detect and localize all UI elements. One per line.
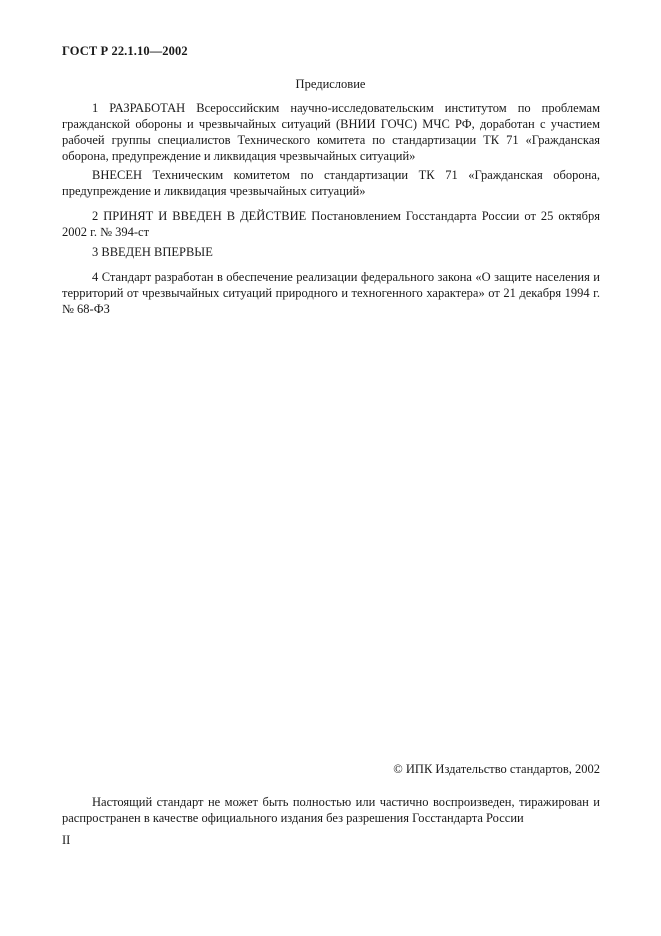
preface-item-1-developed (62, 100, 600, 164)
preface-item-3-first-introduced (62, 244, 600, 260)
reproduction-notice (62, 794, 600, 826)
preface-item-2-adopted (62, 208, 600, 240)
copyright-line: © ИПК Издательство стандартов, 2002 (393, 762, 600, 776)
paragraph-text: 4 Стандарт разработан в обеспечение реализации федерального закона «О защите населения и территорий от чрезвычайных ситуаций природного и техногенного характера» от 21 декабря 1994 г. № 68-ФЗ (62, 270, 600, 316)
preface-title: Предисловие (295, 77, 366, 91)
page-number: II (62, 833, 71, 847)
paragraph-text: 3 ВВЕДЕН ВПЕРВЫЕ (92, 245, 213, 259)
paragraph-text: 2 ПРИНЯТ И ВВЕДЕН В ДЕЙСТВИЕ Постановлением Госстандарта России от 25 октября 2002 г. № 394-ст (62, 209, 600, 239)
paragraph-text: ВНЕСЕН Техническим комитетом по стандартизации ТК 71 «Гражданская оборона, предупреждение и ликвидация чрезвычайных ситуаций» (62, 168, 600, 198)
paragraph-text: 1 РАЗРАБОТАН Всероссийским научно-исследовательским институтом по проблемам гражданской обороны и чрезвычайных ситуаций (ВНИИ ГОЧС) МЧС РФ, доработан с участием рабочей группы специалистов Технического комитета по стандартизации ТК 71 «Гражданская оборона, предупреждение и ликвидация чрезвычайных ситуаций» (62, 101, 600, 163)
preface-item-introduced (62, 167, 600, 199)
standard-code: ГОСТ Р 22.1.10—2002 (62, 44, 188, 58)
preface-item-4-law-reference (62, 269, 600, 317)
notice-text: Настоящий стандарт не может быть полностью или частично воспроизведен, тиражирован и распространен в качестве официального издания без разрешения Госстандарта России (62, 795, 600, 825)
